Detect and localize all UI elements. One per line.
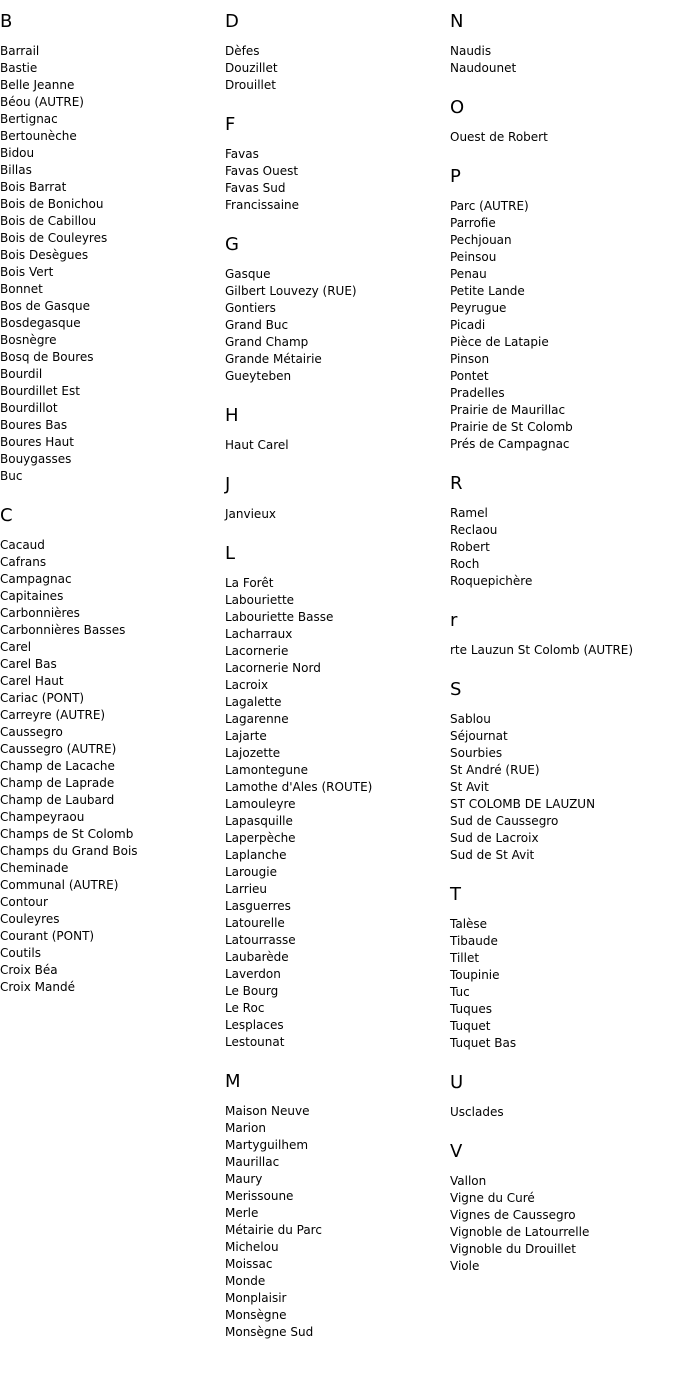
place-name-item[interactable]: Laperpèche (225, 831, 296, 845)
place-name-item[interactable]: Latourelle (225, 916, 285, 930)
place-name-item[interactable]: Bos de Gasque (0, 299, 90, 313)
letter-group-P (450, 167, 675, 453)
letter-group-R (450, 474, 675, 590)
place-name-item[interactable]: Maison Neuve (225, 1104, 310, 1118)
place-name-item[interactable]: Merissoune (225, 1189, 294, 1203)
place-list (225, 1103, 450, 1341)
place-name-item[interactable]: Grand Buc (225, 318, 289, 332)
place-list (450, 43, 675, 77)
place-name-item[interactable]: Pontet (450, 369, 489, 383)
letter-heading: D (225, 11, 239, 32)
place-name-item[interactable]: Francissaine (225, 198, 300, 212)
letter-heading: F (225, 114, 236, 135)
place-name-item[interactable]: rte Lauzun St Colomb (AUTRE) (450, 643, 634, 657)
place-name-item[interactable]: Bosnègre (0, 333, 57, 347)
place-name-item[interactable]: St André (RUE) (450, 763, 540, 777)
place-name-item[interactable]: Vignoble du Drouillet (450, 1242, 576, 1256)
column-1 (0, 12, 225, 1017)
place-list (225, 146, 450, 214)
place-name-item[interactable]: Maurillac (225, 1155, 280, 1169)
place-name-item[interactable]: Carbonnières Basses (0, 623, 126, 637)
place-name-item[interactable]: Reclaou (450, 523, 498, 537)
place-name-item[interactable]: Campagnac (0, 572, 72, 586)
place-name-item[interactable]: Contour (0, 895, 48, 909)
place-list (225, 437, 450, 454)
place-list (225, 43, 450, 94)
place-name-item[interactable]: Caussegro (AUTRE) (0, 742, 117, 756)
place-name-item[interactable]: Gilbert Louvezy (RUE) (225, 284, 357, 298)
place-name-item[interactable]: Bois Barrat (0, 180, 67, 194)
place-name-item[interactable]: Peyrugue (450, 301, 507, 315)
letter-heading: T (450, 884, 461, 905)
letter-heading: H (225, 405, 239, 426)
place-list (450, 916, 675, 1052)
place-name-item[interactable]: Favas Sud (225, 181, 286, 195)
place-name-item[interactable]: Bois de Couleyres (0, 231, 108, 245)
place-name-item[interactable]: Toupinie (450, 968, 500, 982)
place-name-item[interactable]: Champ de Laubard (0, 793, 115, 807)
place-name-item[interactable]: Martyguilhem (225, 1138, 309, 1152)
place-name-item[interactable]: Marion (225, 1121, 266, 1135)
place-name-item[interactable]: Sud de St Avit (450, 848, 535, 862)
place-name-item[interactable]: Bourdillot (0, 401, 58, 415)
place-name-item[interactable]: Courant (PONT) (0, 929, 95, 943)
place-name-item[interactable]: Parrofie (450, 216, 496, 230)
place-name-item[interactable]: Sablou (450, 712, 491, 726)
place-name-item[interactable]: Dèfes (225, 44, 260, 58)
place-name-item[interactable]: Picadi (450, 318, 486, 332)
place-name-item[interactable]: Carbonnières (0, 606, 80, 620)
place-name-item[interactable]: Le Bourg (225, 984, 279, 998)
place-name-item[interactable]: Lestounat (225, 1035, 285, 1049)
place-name-item[interactable]: Buc (0, 469, 23, 483)
place-name-item[interactable]: Michelou (225, 1240, 279, 1254)
place-name-item[interactable]: Vignes de Caussegro (450, 1208, 576, 1222)
place-name-item[interactable]: La Forêt (225, 576, 274, 590)
place-name-item[interactable]: Merle (225, 1206, 259, 1220)
place-name-item[interactable]: Pradelles (450, 386, 505, 400)
place-name-item[interactable]: Roquepichère (450, 574, 533, 588)
place-name-item[interactable]: Gasque (225, 267, 271, 281)
place-name-item[interactable]: Sud de Caussegro (450, 814, 559, 828)
place-list (450, 198, 675, 453)
place-name-item[interactable]: Lamothe d'Ales (ROUTE) (225, 780, 373, 794)
place-name-item[interactable]: Bois de Bonichou (0, 197, 104, 211)
place-name-item[interactable]: Couleyres (0, 912, 60, 926)
place-list (0, 537, 225, 996)
letter-heading: N (450, 11, 464, 32)
place-name-item[interactable]: Larougie (225, 865, 277, 879)
place-name-item[interactable]: Communal (AUTRE) (0, 878, 119, 892)
place-name-item[interactable]: Prés de Campagnac (450, 437, 570, 451)
place-name-item[interactable]: ST COLOMB DE LAUZUN (450, 797, 596, 811)
place-name-item[interactable]: Lajarte (225, 729, 267, 743)
place-name-item[interactable]: Vallon (450, 1174, 487, 1188)
letter-group-r (450, 611, 675, 659)
letter-group-G (225, 235, 450, 385)
letter-group-B (0, 12, 225, 485)
letter-group-H (225, 406, 450, 454)
place-name-item[interactable]: Douzillet (225, 61, 278, 75)
place-name-item[interactable]: Lacornerie Nord (225, 661, 321, 675)
place-name-item[interactable]: Le Roc (225, 1001, 265, 1015)
letter-heading: G (225, 234, 239, 255)
place-name-item[interactable]: Coutils (0, 946, 41, 960)
place-name-item[interactable]: Gontiers (225, 301, 276, 315)
letter-group-N (450, 12, 675, 77)
place-name-item[interactable]: Bidou (0, 146, 35, 160)
place-list (450, 129, 675, 146)
place-name-item[interactable]: Lamouleyre (225, 797, 296, 811)
place-name-item[interactable]: Vigne du Curé (450, 1191, 535, 1205)
place-name-item[interactable]: Bastie (0, 61, 38, 75)
place-name-item[interactable]: Lapasquille (225, 814, 293, 828)
place-name-item[interactable]: Laubarède (225, 950, 289, 964)
place-name-item[interactable]: Cheminade (0, 861, 69, 875)
place-list (225, 266, 450, 385)
place-name-item[interactable]: St Avit (450, 780, 489, 794)
place-list (450, 1173, 675, 1275)
place-name-item[interactable]: Ramel (450, 506, 488, 520)
place-name-item[interactable]: Tuques (450, 1002, 492, 1016)
letter-heading: r (450, 610, 458, 631)
place-name-item[interactable]: Carreyre (AUTRE) (0, 708, 106, 722)
place-name-item[interactable]: Bois de Cabillou (0, 214, 97, 228)
place-name-item[interactable]: Bertignac (0, 112, 58, 126)
place-name-item[interactable]: Gueyteben (225, 369, 292, 383)
place-name-item[interactable]: Bouygasses (0, 452, 72, 466)
place-name-item[interactable]: Laplanche (225, 848, 287, 862)
place-list (225, 506, 450, 523)
place-list (450, 1104, 675, 1121)
place-name-item[interactable]: Caussegro (0, 725, 63, 739)
place-name-item[interactable]: Sourbies (450, 746, 503, 760)
place-name-item[interactable]: Bois Desègues (0, 248, 89, 262)
place-name-item[interactable]: Maury (225, 1172, 263, 1186)
place-name-item[interactable]: Monsègne Sud (225, 1325, 314, 1339)
place-name-item[interactable]: Penau (450, 267, 487, 281)
place-name-item[interactable]: Cariac (PONT) (0, 691, 85, 705)
place-list (225, 575, 450, 1051)
place-name-item[interactable]: Labouriette Basse (225, 610, 334, 624)
place-name-item[interactable]: Naudis (450, 44, 492, 58)
place-name-item[interactable]: Roch (450, 557, 480, 571)
letter-group-V (450, 1142, 675, 1275)
place-name-item[interactable]: Parc (AUTRE) (450, 199, 529, 213)
place-name-item[interactable]: Vignoble de Latourrelle (450, 1225, 590, 1239)
letter-group-U (450, 1073, 675, 1121)
place-name-item[interactable]: Lasguerres (225, 899, 291, 913)
place-name-item[interactable]: Usclades (450, 1105, 504, 1119)
place-name-item[interactable]: Bertounèche (0, 129, 77, 143)
place-name-item[interactable]: Pièce de Latapie (450, 335, 549, 349)
place-name-item[interactable]: Talèse (450, 917, 488, 931)
letter-group-D (225, 12, 450, 94)
place-name-item[interactable]: Bois Vert (0, 265, 54, 279)
place-name-item[interactable]: Boures Bas (0, 418, 68, 432)
letter-group-S (450, 680, 675, 864)
place-name-item[interactable]: Drouillet (225, 78, 276, 92)
place-name-item[interactable]: Grande Métairie (225, 352, 322, 366)
place-name-item[interactable]: Lamontegune (225, 763, 308, 777)
place-name-item[interactable]: Cacaud (0, 538, 45, 552)
place-name-item[interactable]: Larrieu (225, 882, 268, 896)
place-name-item[interactable]: Laverdon (225, 967, 281, 981)
place-name-item[interactable]: Robert (450, 540, 490, 554)
place-name-item[interactable]: Latourrasse (225, 933, 296, 947)
place-name-item[interactable]: Bourdil (0, 367, 43, 381)
place-name-item[interactable]: Moissac (225, 1257, 273, 1271)
place-name-item[interactable]: Billas (0, 163, 32, 177)
letter-heading: U (450, 1072, 464, 1093)
place-name-item[interactable]: Croix Mandé (0, 980, 75, 994)
place-name-item[interactable]: Bourdillet Est (0, 384, 80, 398)
letter-heading: L (225, 543, 236, 564)
place-name-item[interactable]: Cafrans (0, 555, 47, 569)
place-name-item[interactable]: Tuc (450, 985, 470, 999)
letter-heading: B (0, 11, 13, 32)
place-name-item[interactable]: Janvieux (225, 507, 277, 521)
place-name-item[interactable]: Lagarenne (225, 712, 289, 726)
letter-heading: C (0, 505, 13, 526)
place-name-item[interactable]: Monsègne (225, 1308, 287, 1322)
place-name-item[interactable]: Pinson (450, 352, 490, 366)
place-name-item[interactable]: Sud de Lacroix (450, 831, 539, 845)
letter-heading: R (450, 473, 463, 494)
place-name-item[interactable]: Champs du Grand Bois (0, 844, 138, 858)
place-name-item[interactable]: Capitaines (0, 589, 64, 603)
place-name-item[interactable]: Tuquet (450, 1019, 491, 1033)
place-name-item[interactable]: Petite Lande (450, 284, 525, 298)
place-name-item[interactable]: Favas Ouest (225, 164, 299, 178)
letter-heading: V (450, 1141, 463, 1162)
place-list (450, 642, 675, 659)
place-name-item[interactable]: Monplaisir (225, 1291, 287, 1305)
place-name-item[interactable]: Labouriette (225, 593, 295, 607)
place-name-item[interactable]: Lacroix (225, 678, 269, 692)
letter-group-J (225, 475, 450, 523)
place-name-item[interactable]: Pechjouan (450, 233, 512, 247)
place-name-item[interactable]: Lajozette (225, 746, 281, 760)
place-name-item[interactable]: Peinsou (450, 250, 497, 264)
letter-group-T (450, 885, 675, 1052)
letter-group-M (225, 1072, 450, 1341)
column-3 (450, 12, 675, 1296)
place-name-item[interactable]: Lagalette (225, 695, 282, 709)
place-name-item[interactable]: Haut Carel (225, 438, 289, 452)
place-name-item[interactable]: Tibaude (450, 934, 498, 948)
place-name-item[interactable]: Boures Haut (0, 435, 74, 449)
column-2 (225, 12, 450, 1362)
place-name-item[interactable]: Lesplaces (225, 1018, 284, 1032)
place-name-item[interactable]: Champs de St Colomb (0, 827, 134, 841)
place-name-item[interactable]: Croix Béa (0, 963, 58, 977)
letter-group-L (225, 544, 450, 1051)
letter-group-C (0, 506, 225, 996)
place-name-item[interactable]: Barrail (0, 44, 40, 58)
place-name-item[interactable]: Tillet (450, 951, 480, 965)
place-name-item[interactable]: Belle Jeanne (0, 78, 75, 92)
place-name-item[interactable]: Séjournat (450, 729, 508, 743)
letter-heading: P (450, 166, 461, 187)
place-name-item[interactable]: Carel Haut (0, 674, 64, 688)
place-name-item[interactable]: Viole (450, 1259, 480, 1273)
place-name-item[interactable]: Favas (225, 147, 259, 161)
letter-heading: M (225, 1071, 241, 1092)
letter-heading: J (225, 474, 231, 495)
letter-group-O (450, 98, 675, 146)
place-name-item[interactable]: Béou (AUTRE) (0, 95, 84, 109)
place-name-item[interactable]: Ouest de Robert (450, 130, 548, 144)
place-name-item[interactable]: Prairie de Maurillac (450, 403, 566, 417)
place-name-item[interactable]: Monde (225, 1274, 266, 1288)
place-name-item[interactable]: Bosq de Boures (0, 350, 94, 364)
place-name-item[interactable]: Champeyraou (0, 810, 85, 824)
place-name-item[interactable]: Métairie du Parc (225, 1223, 322, 1237)
place-list (450, 505, 675, 590)
place-name-item[interactable]: Carel Bas (0, 657, 57, 671)
place-name-item[interactable]: Prairie de St Colomb (450, 420, 573, 434)
place-name-item[interactable]: Grand Champ (225, 335, 309, 349)
place-list (0, 43, 225, 485)
letter-group-F (225, 115, 450, 214)
letter-heading: S (450, 679, 462, 700)
place-name-item[interactable]: Tuquet Bas (450, 1036, 517, 1050)
place-name-item[interactable]: Lacornerie (225, 644, 289, 658)
place-name-item[interactable]: Bonnet (0, 282, 43, 296)
place-name-item[interactable]: Champ de Laprade (0, 776, 115, 790)
place-name-item[interactable]: Carel (0, 640, 32, 654)
place-name-item[interactable]: Bosdegasque (0, 316, 81, 330)
place-name-item[interactable]: Champ de Lacache (0, 759, 115, 773)
letter-heading: O (450, 97, 465, 118)
place-list (450, 711, 675, 864)
place-name-item[interactable]: Lacharraux (225, 627, 293, 641)
place-name-item[interactable]: Naudounet (450, 61, 517, 75)
